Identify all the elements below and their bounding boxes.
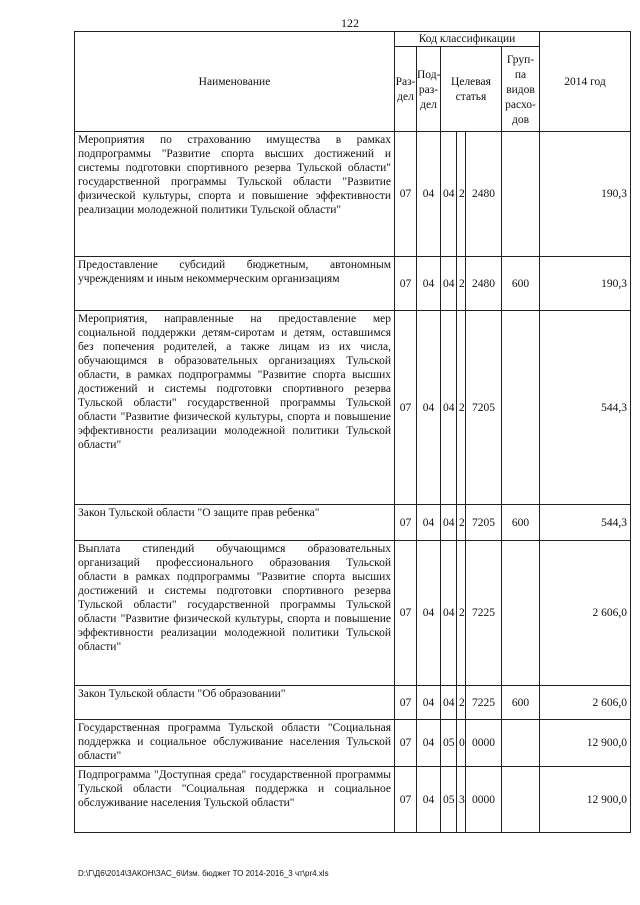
header-subsection: Под-раз-дел <box>417 47 441 132</box>
row-target-1: 04 <box>441 505 457 541</box>
row-podrazdel: 04 <box>417 767 441 833</box>
row-razdel: 07 <box>395 720 417 767</box>
row-name: Выплата стипендий обучающимся образовательных организаций профессионального образования Тульской области в рамках подпрограммы "Развитие спорта высших достижений и системы подготовки спортивного резерва Тульской области" государственной программы Тульской области "Развитие физической культуры, спорта и повышение эффективности реализации молодежной политики Тульской области" <box>75 541 395 686</box>
row-razdel: 07 <box>395 541 417 686</box>
row-podrazdel: 04 <box>417 541 441 686</box>
row-target-2: 3 <box>457 767 466 833</box>
row-target-3: 7205 <box>466 311 502 505</box>
row-podrazdel: 04 <box>417 132 441 257</box>
row-amount: 190,3 <box>540 257 631 311</box>
row-target-3: 7205 <box>466 505 502 541</box>
row-vid <box>502 541 540 686</box>
row-razdel: 07 <box>395 132 417 257</box>
row-amount: 12 900,0 <box>540 767 631 833</box>
row-vid: 600 <box>502 686 540 720</box>
row-amount: 2 606,0 <box>540 686 631 720</box>
row-amount: 12 900,0 <box>540 720 631 767</box>
row-target-2: 2 <box>457 686 466 720</box>
row-podrazdel: 04 <box>417 686 441 720</box>
row-target-1: 04 <box>441 686 457 720</box>
row-target-2: 2 <box>457 257 466 311</box>
row-vid: 600 <box>502 257 540 311</box>
table-row <box>75 132 631 257</box>
row-amount: 544,3 <box>540 311 631 505</box>
row-name: Предоставление субсидий бюджетным, автономным учреждениям и иным некоммерческим организациям <box>75 257 395 311</box>
header-section: Раз-дел <box>395 47 417 132</box>
row-amount: 544,3 <box>540 505 631 541</box>
row-target-1: 04 <box>441 311 457 505</box>
row-vid: 600 <box>502 505 540 541</box>
row-target-3: 0000 <box>466 720 502 767</box>
row-name: Закон Тульской области "О защите прав ребенка" <box>75 505 395 541</box>
row-name: Мероприятия, направленные на предоставление мер социальной поддержки детям-сиротам и детям, оставшимся без попечения родителей, а также лицам из их числа, обучающимся в образовательных организациях Тульской области, в рамках подпрограммы "Развитие спорта высших достижений и системы подготовки спортивного резерва Тульской области" государственной программы Тульской области "Развитие физической культуры, спорта и повышение эффективности реализации молодежной политики Тульской области" <box>75 311 395 505</box>
row-razdel: 07 <box>395 767 417 833</box>
row-target-3: 2480 <box>466 257 502 311</box>
table-row <box>75 311 631 505</box>
header-year: 2014 год <box>540 32 631 132</box>
row-name: Закон Тульской области "Об образовании" <box>75 686 395 720</box>
row-target-3: 7225 <box>466 541 502 686</box>
row-name: Государственная программа Тульской области "Социальная поддержка и социальное обслуживание населения Тульской области" <box>75 720 395 767</box>
row-podrazdel: 04 <box>417 257 441 311</box>
header-target-article: Целевая статья <box>441 47 502 132</box>
row-target-2: 2 <box>457 505 466 541</box>
row-target-2: 2 <box>457 132 466 257</box>
row-podrazdel: 04 <box>417 505 441 541</box>
row-razdel: 07 <box>395 686 417 720</box>
row-razdel: 07 <box>395 311 417 505</box>
table-row <box>75 541 631 686</box>
row-podrazdel: 04 <box>417 720 441 767</box>
table-row <box>75 257 631 311</box>
budget-table <box>74 31 631 833</box>
row-target-1: 04 <box>441 132 457 257</box>
table-row <box>75 505 631 541</box>
row-vid <box>502 767 540 833</box>
row-target-2: 2 <box>457 541 466 686</box>
row-name: Мероприятия по страхованию имущества в рамках подпрограммы "Развитие спорта высших достижений и системы подготовки спортивного резерва Тульской области" государственной программы Тульской области "Развитие физической культуры, спорта и повышение эффективности реализации молодежной политики Тульской области" <box>75 132 395 257</box>
row-target-3: 2480 <box>466 132 502 257</box>
row-amount: 2 606,0 <box>540 541 631 686</box>
row-amount: 190,3 <box>540 132 631 257</box>
page-number: 122 <box>341 16 359 30</box>
row-name: Подпрограмма "Доступная среда" государственной программы Тульской области "Социальная поддержка и социальное обслуживание населения Тульской области" <box>75 767 395 833</box>
header-classification-code: Код классификации <box>395 32 540 47</box>
header-name: Наименование <box>75 32 395 132</box>
row-vid <box>502 311 540 505</box>
row-target-2: 0 <box>457 720 466 767</box>
table-row <box>75 767 631 833</box>
row-vid <box>502 720 540 767</box>
row-razdel: 07 <box>395 505 417 541</box>
table-row <box>75 720 631 767</box>
row-target-1: 04 <box>441 257 457 311</box>
row-vid <box>502 132 540 257</box>
row-target-1: 05 <box>441 767 457 833</box>
header-row-1 <box>75 32 631 47</box>
row-target-3: 0000 <box>466 767 502 833</box>
table-row <box>75 686 631 720</box>
row-target-3: 7225 <box>466 686 502 720</box>
file-path-footer: D:\Г\Д6\2014\ЗАКОН\ЗАС_6\Изм. бюджет ТО 2014-2016_3 чт\pr4.xls <box>78 869 329 878</box>
row-target-1: 05 <box>441 720 457 767</box>
row-target-2: 2 <box>457 311 466 505</box>
header-expense-group: Груп-па видов расхо-дов <box>502 47 540 132</box>
row-target-1: 04 <box>441 541 457 686</box>
row-podrazdel: 04 <box>417 311 441 505</box>
row-razdel: 07 <box>395 257 417 311</box>
